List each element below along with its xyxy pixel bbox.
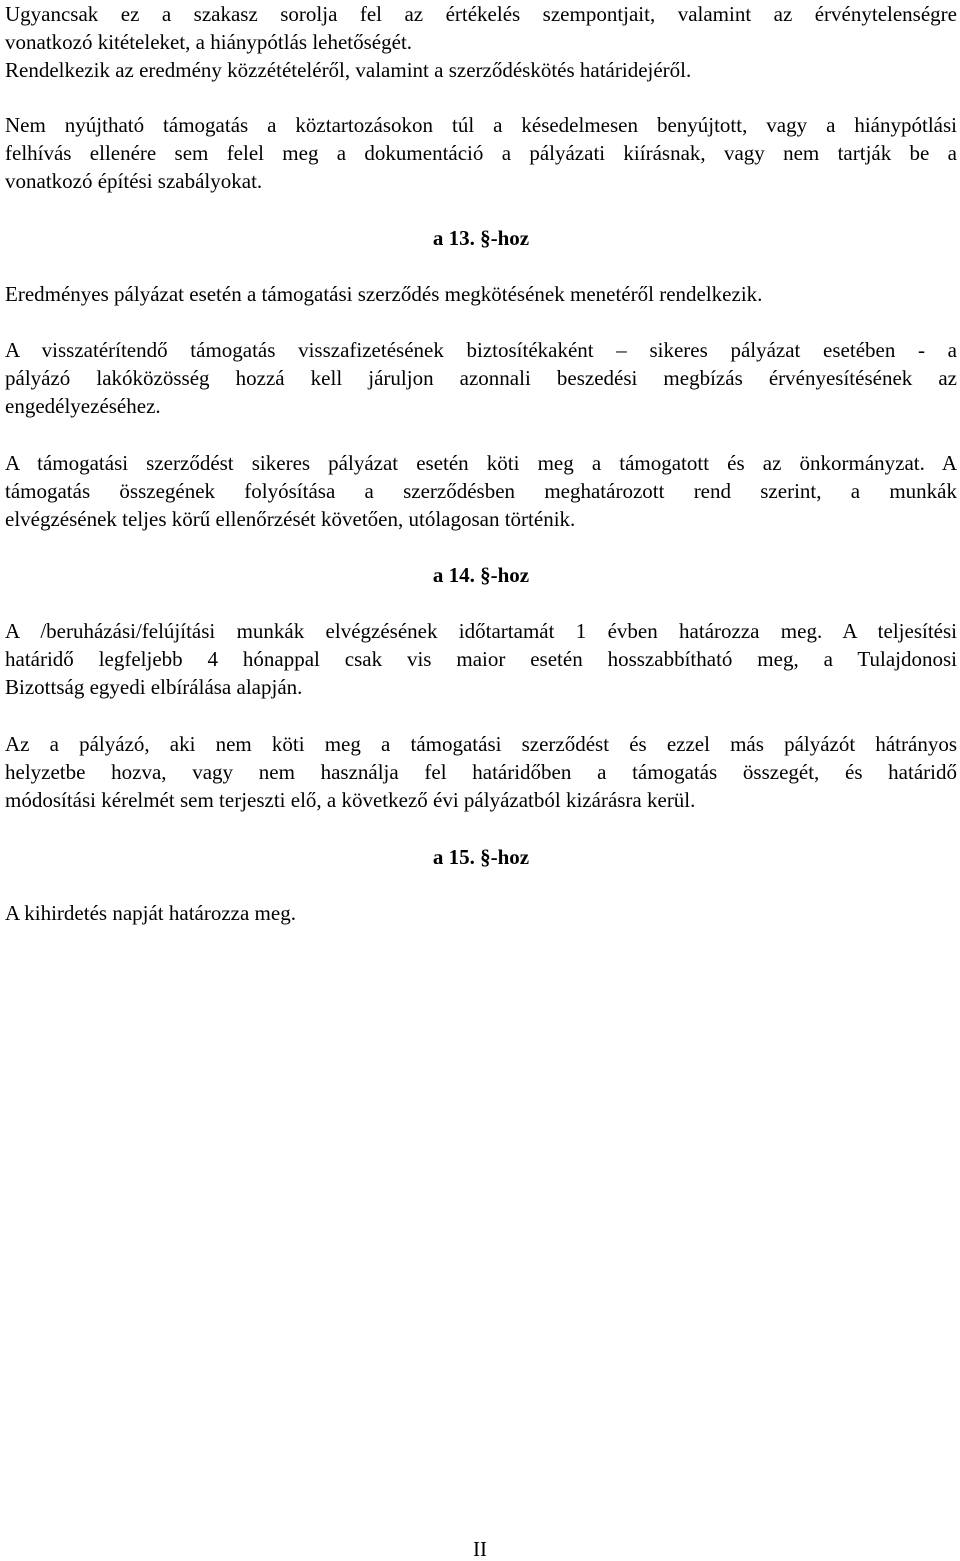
text-line: A kihirdetés napját határozza meg. xyxy=(5,901,296,925)
text-line: támogatás összegének folyósítása a szerződésben meghatározott rend szerint, a munkák xyxy=(5,479,957,503)
paragraph-refundable-support xyxy=(5,336,957,420)
text-line: Eredményes pályázat esetén a támogatási szerződés megkötésének menetéről rendelkezik. xyxy=(5,282,763,306)
text-line: pályázó lakóközösség hozzá kell járuljon azonnali beszedési megbízás érvényesítésének az xyxy=(5,366,957,390)
text-line: módosítási kérelmét sem terjeszti elő, a következő évi pályázatból kizárásra kerül. xyxy=(5,788,696,812)
text-line: Rendelkezik az eredmény közzétételéről, valamint a szerződéskötés határidejéről. xyxy=(5,58,692,82)
text-line: A támogatási szerződést sikeres pályázat esetén köti meg a támogatott és az önkormányzat. A xyxy=(5,451,957,475)
text-line: vonatkozó építési szabályokat. xyxy=(5,169,263,193)
text-line: Nem nyújtható támogatás a köztartozásokon túl a késedelmesen benyújtott, vagy a hiánypótlási xyxy=(5,113,957,137)
text-line: engedélyezéséhez. xyxy=(5,394,161,418)
section-heading-15: a 15. §-hoz xyxy=(432,845,530,869)
text-line: felhívás ellenére sem felel meg a dokumentáció a pályázati kiírásnak, vagy nem tartják be a xyxy=(5,141,957,165)
section-heading-14: a 14. §-hoz xyxy=(432,563,530,587)
text-line: Bizottság egyedi elbírálása alapján. xyxy=(5,675,303,699)
text-line: helyzetbe hozva, vagy nem használja fel határidőben a támogatás összegét, és határidő xyxy=(5,760,957,784)
page-number: II xyxy=(473,1537,487,1561)
section-heading-13: a 13. §-hoz xyxy=(432,226,530,250)
text-line: elvégzésének teljes körű ellenőrzését követően, utólagosan történik. xyxy=(5,507,576,531)
paragraph-exclusion xyxy=(5,730,957,814)
text-line: Az a pályázó, aki nem köti meg a támogatási szerződést és ezzel más pályázót hátrányos xyxy=(5,732,957,756)
text-line: A visszatérítendő támogatás visszafizetésének biztosítékaként – sikeres pályázat esetében - a xyxy=(5,338,957,362)
text-line: Ugyancsak ez a szakasz sorolja fel az értékelés szempontjait, valamint az érvénytelenségre xyxy=(5,2,957,26)
paragraph-support-contract xyxy=(5,449,957,533)
text-line: vonatkozó kitételeket, a hiánypótlás lehetőségét. xyxy=(5,30,413,54)
text-line: határidő legfeljebb 4 hónappal csak vis maior esetén hosszabbítható meg, a Tulajdonosi xyxy=(5,647,957,671)
paragraph-contract-procedure xyxy=(5,280,957,308)
paragraph-work-duration xyxy=(5,617,957,701)
paragraph-evaluation-criteria xyxy=(5,0,957,84)
paragraph-announcement xyxy=(5,899,957,927)
text-line: A /beruházási/felújítási munkák elvégzésének időtartamát 1 évben határozza meg. A teljesítési xyxy=(5,619,957,643)
paragraph-no-support xyxy=(5,111,957,195)
